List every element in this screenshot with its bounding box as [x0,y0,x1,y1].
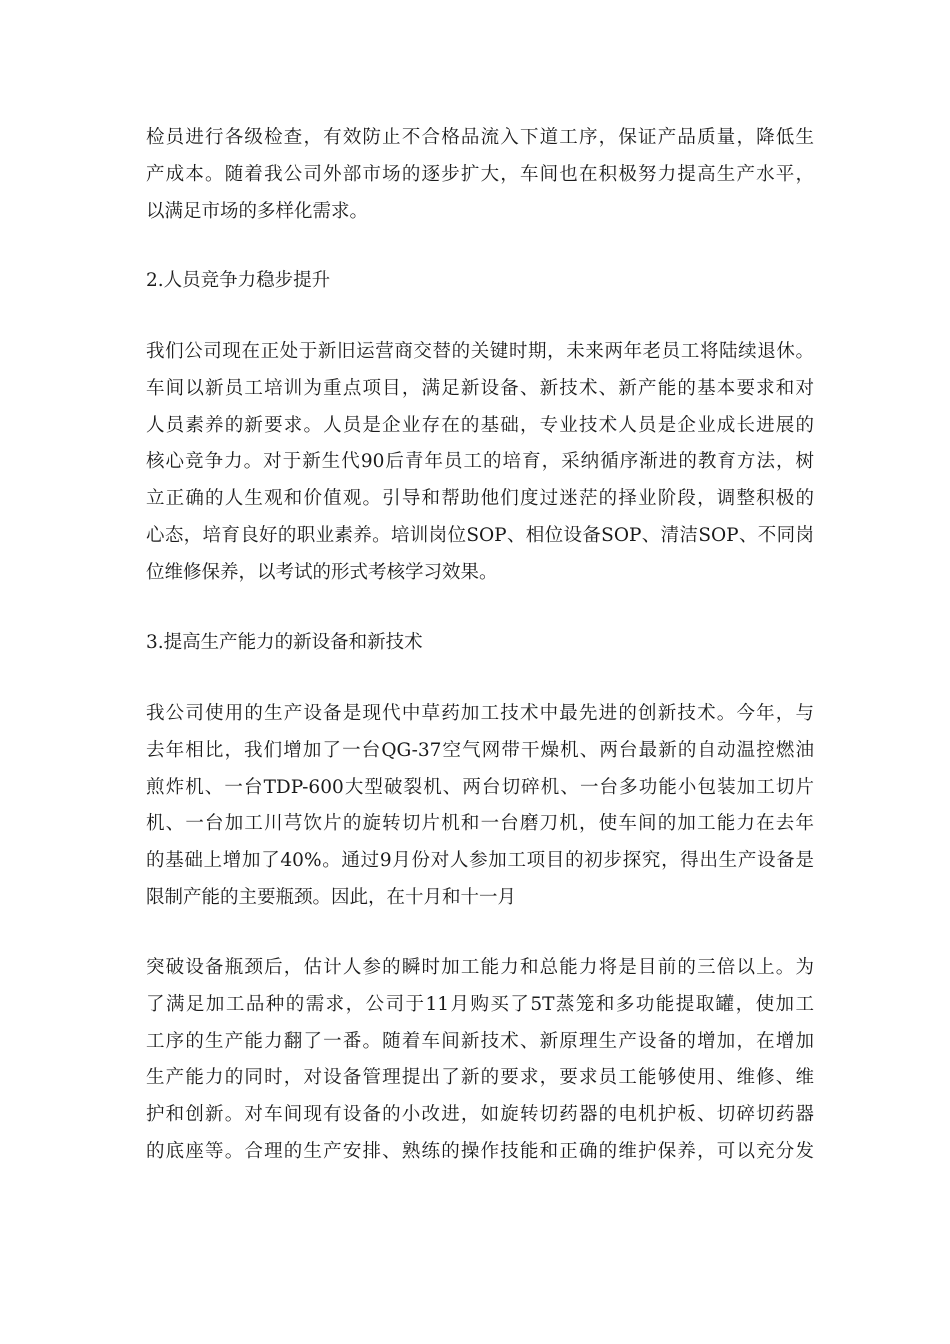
section-heading-2 [146,263,814,300]
paragraph-line: 突破设备瓶颈后，估计人参的瞬时加工能力和总能力将是目前的三倍以上。为 [146,957,814,978]
paragraph-line: 机、一台加工川芎饮片的旋转切片机和一台磨刀机，使车间的加工能力在去年 [146,813,814,835]
paragraph-line: 我们公司现在正处于新旧运营商交替的关键时期，未来两年老员工将陆续退休。 [146,341,814,362]
paragraph-line: 检员进行各级检查，有效防止不合格品流入下道工序，保证产品质量，降低生 [146,127,814,148]
heading-text: 3.提高生产能力的新设备和新技术 [146,632,423,653]
paragraph-line: 工序的生产能力翻了一番。随着车间新技术、新原理生产设备的增加，在增加 [146,1030,814,1052]
paragraph-3 [146,696,814,917]
paragraph-line: 的底座等。合理的生产安排、熟练的操作技能和正确的维护保养，可以充分发 [146,1140,814,1162]
paragraph-line: 以满足市场的多样化需求。 [146,200,369,222]
paragraph-line: 车间以新员工培训为重点项目，满足新设备、新技术、新产能的基本要求和对 [146,377,814,399]
paragraph-1 [146,120,814,230]
paragraph-line: 护和创新。对车间现有设备的小改进，如旋转切药器的电机护板、切碎切药器 [146,1104,814,1126]
heading-text: 2.人员竞争力稳步提升 [146,270,331,291]
paragraph-line: 煎炸机、一台TDP-600大型破裂机、两台切碎机、一台多功能小包装加工切片 [146,776,814,798]
paragraph-line: 的基础上增加了40%。通过9月份对人参加工项目的初步探究，得出生产设备是 [146,850,814,872]
paragraph-line: 心态，培育良好的职业素养。培训岗位SOP、相位设备SOP、清洁SOP、不同岗 [146,524,814,546]
paragraph-line: 我公司使用的生产设备是现代中草药加工技术中最先进的创新技术。今年，与 [146,703,814,724]
paragraph-line: 去年相比，我们增加了一台QG-37空气网带干燥机、两台最新的自动温控燃油 [146,739,814,761]
paragraph-line: 位维修保养，以考试的形式考核学习效果。 [146,561,498,583]
paragraph-line: 生产能力的同时，对设备管理提出了新的要求，要求员工能够使用、维修、维 [146,1067,814,1089]
section-heading-3 [146,625,814,662]
paragraph-line: 人员素养的新要求。人员是企业存在的基础，专业技术人员是企业成长进展的 [146,414,814,436]
paragraph-line: 限制产能的主要瓶颈。因此，在十月和十一月 [146,886,517,908]
paragraph-2 [146,334,814,592]
paragraph-line: 立正确的人生观和价值观。引导和帮助他们度过迷茫的择业阶段，调整积极的 [146,488,814,510]
paragraph-line: 了满足加工品种的需求，公司于11月购买了5T蒸笼和多功能提取罐，使加工 [146,993,814,1015]
paragraph-4 [146,950,814,1171]
paragraph-line: 产成本。随着我公司外部市场的逐步扩大，车间也在积极努力提高生产水平， [146,163,814,185]
paragraph-line: 核心竞争力。对于新生代90后青年员工的培育，采纳循序渐进的教育方法，树 [146,451,814,473]
